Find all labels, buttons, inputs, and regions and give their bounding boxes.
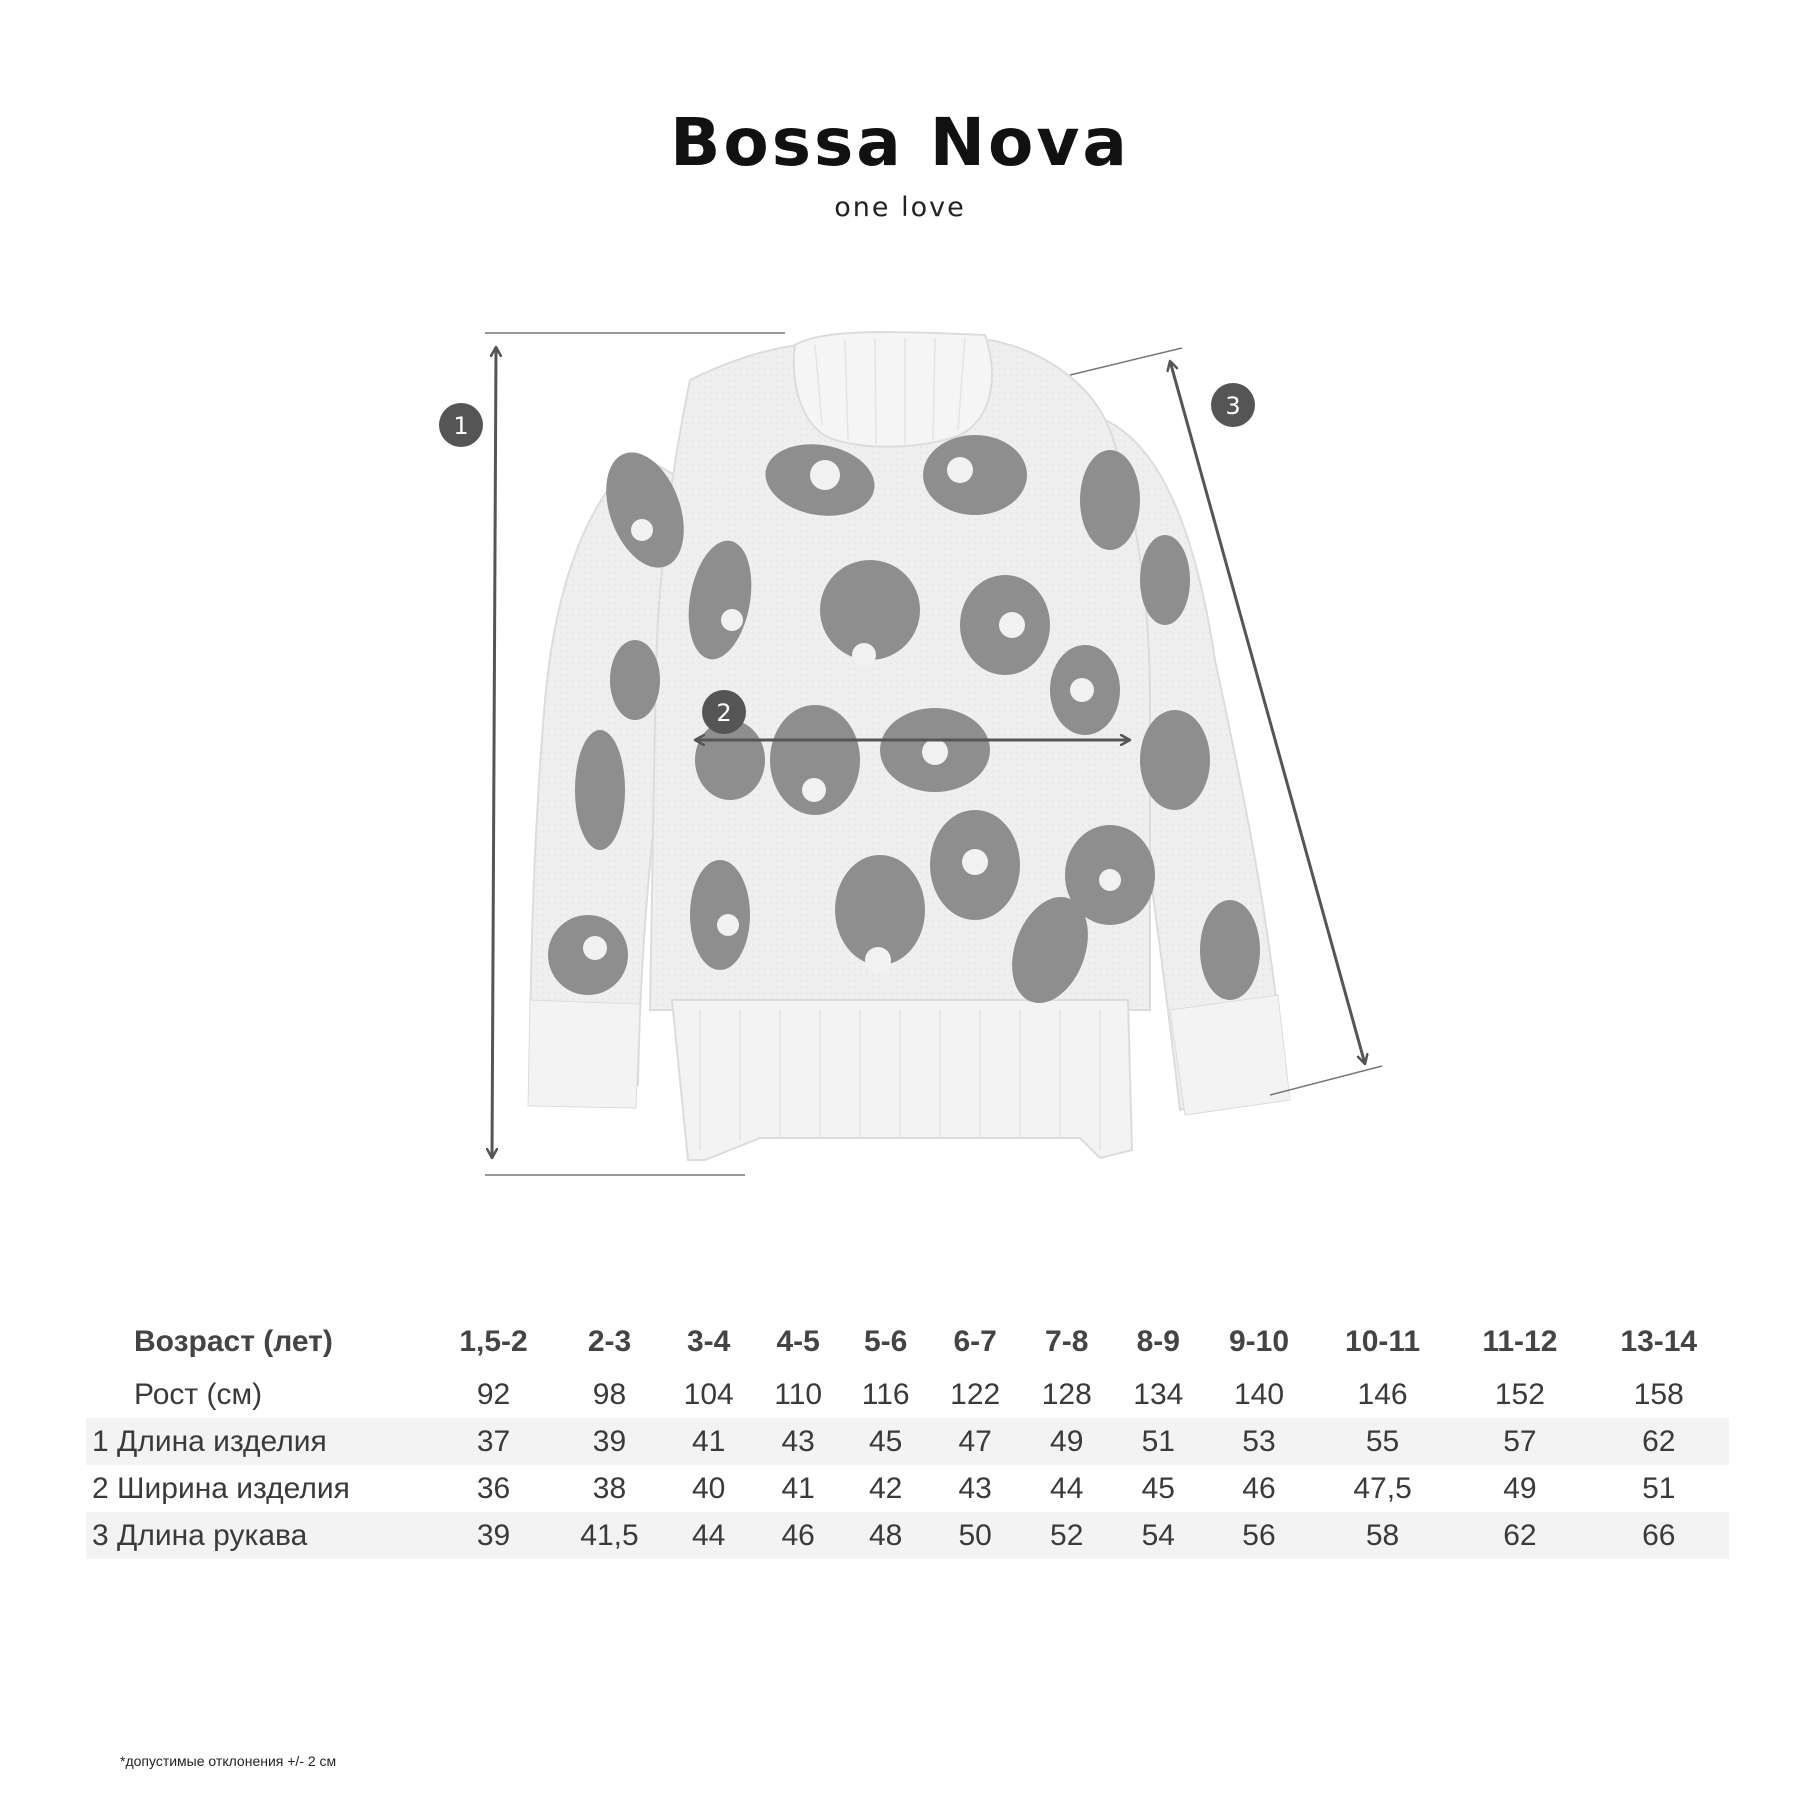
age-cell: 6-7	[953, 1325, 997, 1358]
badge-3	[1211, 383, 1255, 427]
age-cell: 4-5	[776, 1325, 820, 1358]
length-cell: 39	[556, 1418, 663, 1465]
sleeve-label: 3 Длина рукава	[86, 1512, 431, 1559]
sleeve-cell: 39	[431, 1512, 556, 1559]
height-cell: 104	[683, 1377, 734, 1411]
brand-title: Bossa Nova	[670, 104, 1130, 181]
hem-rib	[672, 1000, 1132, 1160]
length-cell: 51	[1113, 1418, 1205, 1465]
age-cell: 11-12	[1482, 1325, 1558, 1358]
sleeve-cell: 48	[842, 1512, 929, 1559]
sleeve-cell: 46	[754, 1512, 841, 1559]
age-label: Возраст (лет)	[134, 1325, 333, 1358]
height-label: Рост (см)	[134, 1377, 263, 1411]
sleeve-row	[86, 1512, 1729, 1559]
length-cell: 37	[431, 1418, 556, 1465]
height-cell: 122	[950, 1377, 1001, 1411]
right-cuff	[1170, 995, 1290, 1115]
sleeve-cell: 41,5	[556, 1512, 663, 1559]
age-cell: 3-4	[686, 1325, 731, 1358]
width-cell: 42	[868, 1471, 903, 1505]
sleeve-cell: 58	[1314, 1512, 1451, 1559]
sleeve-cell: 62	[1451, 1512, 1588, 1559]
svg-text:1: 1	[453, 412, 469, 440]
length-arrow	[492, 347, 496, 1158]
length-cell: 57	[1451, 1418, 1588, 1465]
collar	[794, 332, 992, 447]
height-cell: 146	[1357, 1377, 1408, 1411]
sleeve-cell: 66	[1589, 1512, 1729, 1559]
brand-tagline: one love	[834, 192, 966, 223]
height-cell: 98	[592, 1377, 627, 1411]
length-cell: 62	[1589, 1418, 1729, 1465]
badge-2	[702, 690, 746, 734]
height-cell: 152	[1494, 1377, 1545, 1411]
width-cell: 40	[691, 1471, 726, 1505]
age-row	[86, 1313, 1729, 1371]
height-cell: 128	[1041, 1377, 1092, 1411]
age-cell: 10-11	[1345, 1325, 1421, 1358]
sleeve-cell: 44	[663, 1512, 755, 1559]
sleeve-cell: 50	[929, 1512, 1021, 1559]
age-cell: 8-9	[1136, 1325, 1180, 1358]
height-cell: 116	[861, 1377, 910, 1411]
height-cell: 92	[476, 1377, 511, 1411]
svg-text:3: 3	[1225, 392, 1241, 420]
length-cell: 43	[754, 1418, 841, 1465]
height-cell: 110	[774, 1377, 823, 1411]
width-cell: 49	[1503, 1471, 1537, 1505]
length-cell: 55	[1314, 1418, 1451, 1465]
size-table	[86, 1313, 1729, 1559]
age-cell: 9-10	[1228, 1325, 1290, 1358]
width-cell: 45	[1141, 1471, 1175, 1505]
length-cell: 45	[842, 1418, 929, 1465]
width-cell: 44	[1050, 1471, 1084, 1505]
age-cell: 13-14	[1620, 1325, 1698, 1358]
length-row	[86, 1418, 1729, 1465]
width-cell: 41	[781, 1471, 815, 1505]
width-cell: 51	[1642, 1471, 1676, 1505]
length-cell: 41	[663, 1418, 755, 1465]
sleeve-cell: 56	[1204, 1512, 1314, 1559]
tolerance-footnote: *допустимые отклонения +/- 2 см	[120, 1753, 337, 1769]
age-cell: 7-8	[1045, 1325, 1089, 1358]
width-cell: 43	[958, 1471, 992, 1505]
width-cell: 38	[592, 1471, 627, 1505]
height-cell: 134	[1133, 1377, 1184, 1411]
age-cell: 5-6	[863, 1325, 908, 1358]
left-cuff	[528, 1000, 640, 1108]
height-cell: 140	[1233, 1377, 1285, 1411]
length-label: 1 Длина изделия	[86, 1418, 431, 1465]
age-cell: 2-3	[587, 1325, 632, 1358]
length-cell: 53	[1204, 1418, 1314, 1465]
width-cell: 47,5	[1353, 1471, 1412, 1505]
width-cell: 46	[1242, 1471, 1276, 1505]
width-row	[86, 1465, 1729, 1512]
sweater-illustration	[528, 332, 1290, 1160]
height-cell: 158	[1633, 1377, 1684, 1411]
age-cell: 1,5-2	[459, 1325, 528, 1358]
sleeve-cell: 54	[1113, 1512, 1205, 1559]
height-row	[86, 1371, 1729, 1418]
length-cell: 49	[1021, 1418, 1113, 1465]
width-cell: 36	[476, 1471, 511, 1505]
width-label: 2 Ширина изделия	[92, 1471, 350, 1505]
badge-1	[439, 403, 483, 447]
svg-text:2: 2	[716, 699, 732, 727]
sleeve-cell: 52	[1021, 1512, 1113, 1559]
length-cell: 47	[929, 1418, 1021, 1465]
